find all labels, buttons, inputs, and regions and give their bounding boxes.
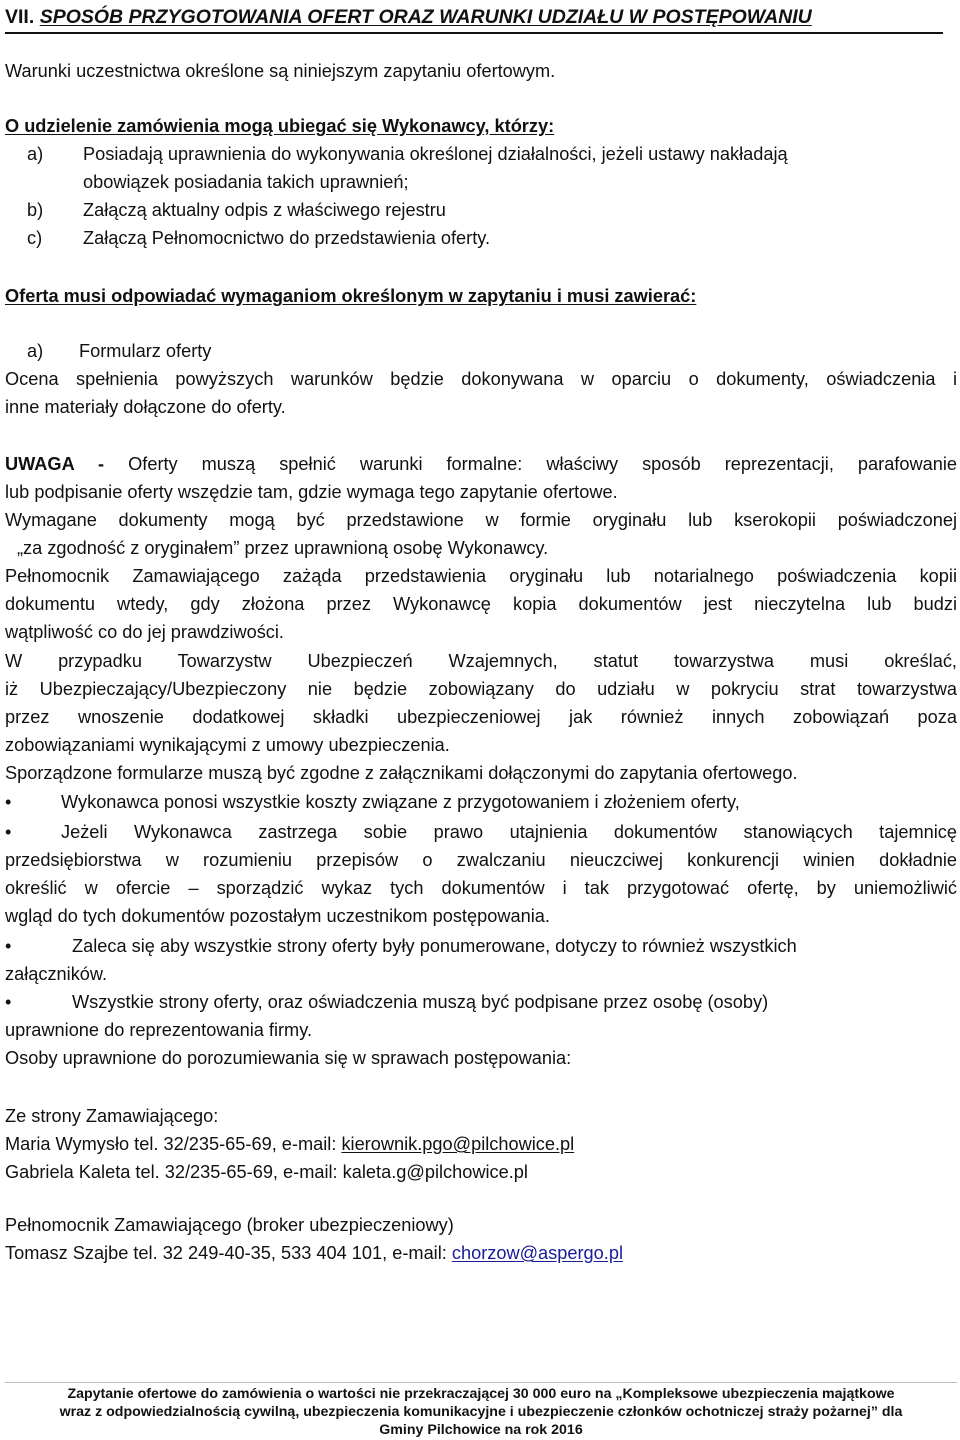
list-text: Formularz oferty	[79, 341, 212, 361]
list-item-c	[27, 224, 490, 252]
section-number: VII.	[5, 6, 35, 28]
documents-paragraph-line1: Wymagane dokumenty mogą być przedstawione w formie oryginału lub kserokopii poświadczonej	[5, 510, 957, 530]
original-paragraph-line2: dokumentu wtedy, gdy złożona przez Wykonawcę kopia dokumentów jest nieczytelna lub budzi	[5, 594, 957, 614]
tuw-paragraph-line1: W przypadku Towarzystw Ubezpieczeń Wzajemnych, statut towarzystwa musi określać,	[5, 651, 957, 671]
intro-text: Warunki uczestnictwa określone są niniejszym zapytaniu ofertowym.	[5, 61, 556, 81]
bullet-icon: •	[5, 936, 12, 956]
contact-person-2: Gabriela Kaleta tel. 32/235-65-69, e-mail: kaleta.g@pilchowice.pl	[5, 1162, 528, 1182]
uwaga-text: Oferty muszą spełnić warunki formalne: właściwy sposób reprezentacji, parafowanie	[128, 454, 957, 474]
bullet-icon: •	[5, 992, 12, 1012]
list-label: a)	[27, 341, 44, 361]
bullet-item-secret-line3: określić w ofercie – sporządzić wykaz tych dokumentów i tak przygotować ofertę, by uniemożliwić	[5, 878, 957, 898]
email-link[interactable]: chorzow@aspergo.pl	[451, 1243, 623, 1263]
list-label: b)	[27, 200, 44, 220]
footer-line: Zapytanie ofertowe do zamówienia o wartości nie przekraczającej 30 000 euro na „Kompleksowe ubezpieczenia majątkowe	[67, 1386, 895, 1402]
list-item-b	[27, 196, 446, 224]
list-item-a-cont: obowiązek posiadania takich uprawnień;	[83, 172, 409, 192]
original-paragraph-line3: wątpliwość co do jej prawdziwości.	[5, 622, 284, 642]
documents-paragraph-line2: „za zgodność z oryginałem” przez uprawnioną osobę Wykonawcy.	[17, 538, 549, 558]
bullet-text: Zaleca się aby wszystkie strony oferty były ponumerowane, dotyczy to również wszystkich	[72, 936, 797, 956]
page-footer	[5, 1382, 957, 1439]
uwaga-paragraph-line2: lub podpisanie oferty wszędzie tam, gdzie wymaga tego zapytanie ofertowe.	[5, 482, 618, 502]
bullet-item-secret-line2: przedsiębiorstwa w rozumieniu przepisów o zwalczaniu nieuczciwej konkurencji winien dokładnie	[5, 850, 957, 870]
list-item-a	[27, 140, 788, 168]
bullet-item-signatures-line2: uprawnione do reprezentowania firmy.	[5, 1020, 312, 1040]
contact-text: Maria Wymysło tel. 32/235-65-69, e-mail:	[5, 1134, 342, 1154]
bullet-item-secret-line4: wgląd do tych dokumentów pozostałym uczestnikom postępowania.	[5, 906, 550, 926]
contacts-side-title: Ze strony Zamawiającego:	[5, 1106, 219, 1126]
contact-person-1	[5, 1130, 574, 1158]
tuw-paragraph-line3: przez wnoszenie dodatkowej składki ubezpieczeniowej jak również innych zobowiązań poza	[5, 707, 957, 727]
offer-title: Oferta musi odpowiadać wymaganiom określonym w zapytaniu i musi zawierać:	[5, 286, 697, 306]
uwaga-paragraph-line1	[5, 450, 957, 478]
conditions-title: O udzielenie zamówienia mogą ubiegać się Wykonawcy, którzy:	[5, 116, 555, 136]
evaluation-text-line1: Ocena spełnienia powyższych warunków będzie dokonywana w oparciu o dokumenty, oświadczenia i	[5, 369, 957, 389]
bullet-text: Wykonawca ponosi wszystkie koszty związane z przygotowaniem i złożeniem oferty,	[61, 792, 740, 812]
bullet-text: Wszystkie strony oferty, oraz oświadczenia muszą być podpisane przez osobę (osoby)	[72, 992, 769, 1012]
bullet-item-costs	[5, 788, 740, 816]
tuw-paragraph-line2: iż Ubezpieczający/Ubezpieczony nie będzie zobowiązany do udziału w pokryciu strat towarzystwa	[5, 679, 957, 699]
section-heading	[5, 4, 943, 34]
bullet-item-numbering-line1	[5, 932, 797, 960]
bullet-item-signatures-line1	[5, 988, 768, 1016]
list-text: Załączą aktualny odpis z właściwego rejestru	[83, 200, 446, 220]
contact-text: Tomasz Szajbe tel. 32 249-40-35, 533 404 101, e-mail:	[5, 1243, 452, 1263]
forms-paragraph: Sporządzone formularze muszą być zgodne z załącznikami dołączonymi do zapytania ofertowego.	[5, 763, 798, 783]
offer-item-a	[27, 337, 211, 365]
list-text: Załączą Pełnomocnictwo do przedstawienia oferty.	[83, 228, 491, 248]
bullet-item-secret-line1	[5, 818, 957, 846]
footer-line: wraz z odpowiedzialnością cywilną, ubezpieczenia komunikacyjne i ubezpieczenie członków ochotniczej straży pożarnej” dla	[59, 1404, 903, 1420]
bullet-item-numbering-line2: załączników.	[5, 964, 108, 984]
broker-contact	[5, 1239, 623, 1267]
original-paragraph-line1: Pełnomocnik Zamawiającego zażąda przedstawienia oryginału lub notarialnego poświadczenia kopii	[5, 566, 957, 586]
list-text: Posiadają uprawnienia do wykonywania określonej działalności, jeżeli ustawy nakładają	[83, 144, 788, 164]
broker-title: Pełnomocnik Zamawiającego (broker ubezpieczeniowy)	[5, 1215, 454, 1235]
section-title: SPOSÓB PRZYGOTOWANIA OFERT ORAZ WARUNKI UDZIAŁU W POSTĘPOWANIU	[39, 6, 812, 28]
contacts-intro: Osoby uprawnione do porozumiewania się w sprawach postępowania:	[5, 1048, 572, 1068]
bullet-icon: •	[5, 792, 12, 812]
bullet-text: Jeżeli Wykonawca zastrzega sobie prawo utajnienia dokumentów stanowiących tajemnicę	[61, 822, 957, 842]
email-link[interactable]: kierownik.pgo@pilchowice.pl	[341, 1134, 575, 1154]
list-label: a)	[27, 144, 44, 164]
list-label: c)	[27, 228, 43, 248]
footer-line: Gminy Pilchowice na rok 2016	[379, 1422, 583, 1438]
evaluation-text-line2: inne materiały dołączone do oferty.	[5, 397, 286, 417]
tuw-paragraph-line4: zobowiązaniami wynikającymi z umowy ubezpieczenia.	[5, 735, 450, 755]
uwaga-label: UWAGA -	[5, 454, 105, 474]
bullet-icon: •	[5, 822, 12, 842]
